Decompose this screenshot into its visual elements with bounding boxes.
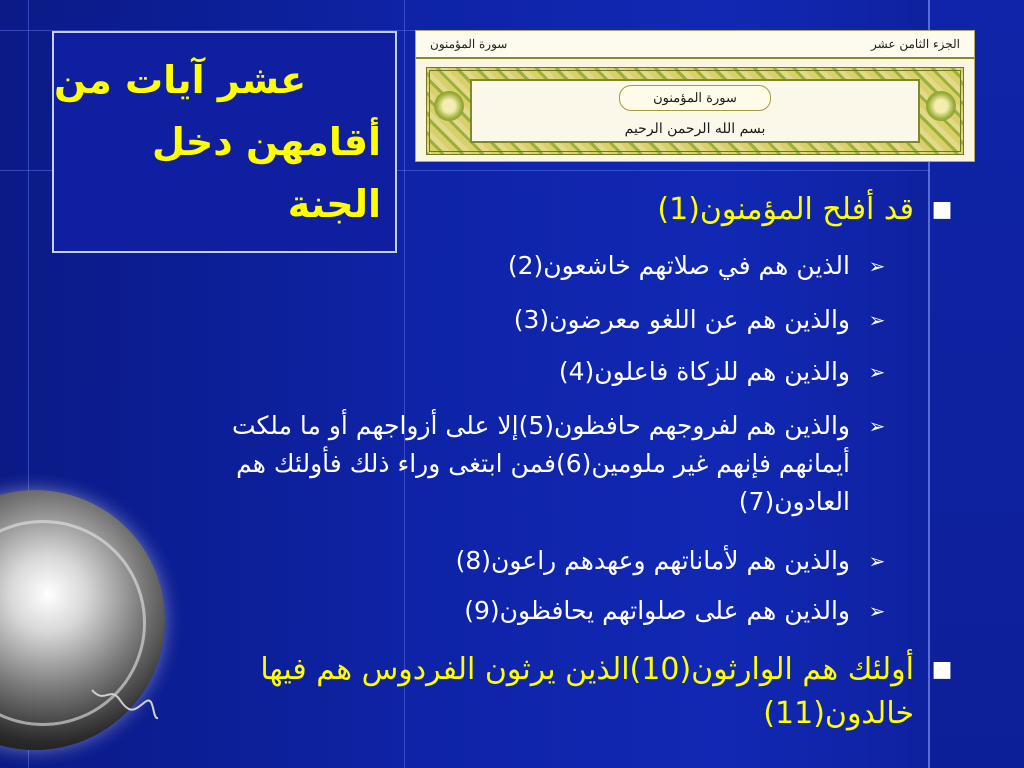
list-item (260, 650, 970, 690)
mushaf-top-strip (416, 31, 974, 59)
verse-3: والذين هم عن اللغو معرضون(3) (513, 305, 850, 334)
verse-5-line-2: أيمانهم فإنهم غير ملومين(6)فمن ابتغى وراء ذلك فأولئك هم (236, 449, 850, 478)
verse-1: قد أفلح المؤمنون(1) (657, 192, 914, 227)
verse-11: خالدون(11) (763, 696, 914, 731)
basmala: بسم الله الرحمن الرحيم (624, 121, 766, 137)
mushaf-inner-panel (470, 79, 920, 143)
sphere-tail-decoration (90, 680, 160, 730)
surah-header-label: سورة المؤمنون (430, 37, 508, 51)
ornament-icon (926, 91, 956, 121)
list-item (559, 353, 904, 391)
surah-cartouche: سورة المؤمنون (619, 85, 771, 111)
list-item (456, 542, 904, 580)
arrow-bullet-icon: ➢ (868, 549, 886, 573)
square-bullet-icon: ■ (931, 197, 953, 222)
arrow-bullet-icon: ➢ (868, 599, 886, 623)
list-item (514, 301, 904, 339)
title-line-1: عشر آيات من (54, 58, 307, 102)
title-line-2: أقامهن دخل الجنة (151, 120, 381, 226)
arrow-bullet-icon: ➢ (868, 254, 886, 278)
arrow-bullet-icon: ➢ (868, 360, 886, 384)
verse-10: أولئك هم الوارثون(10)الذين يرثون الفردوس هم فيها (260, 652, 914, 687)
title-box (52, 31, 397, 253)
arrow-bullet-icon: ➢ (868, 308, 886, 332)
juz-label: الجزء الثامن عشر (871, 37, 960, 51)
list-item-continuation (739, 483, 850, 521)
arrow-bullet-icon: ➢ (868, 414, 886, 438)
square-bullet-icon: ■ (931, 657, 953, 682)
list-item (232, 407, 904, 445)
ornament-icon (434, 91, 464, 121)
verse-2: الذين هم في صلاتهم خاشعون(2) (507, 251, 850, 280)
list-item (464, 592, 904, 630)
verse-9: والذين هم على صلواتهم يحافظون(9) (464, 596, 850, 625)
mushaf-ornamental-frame (426, 67, 964, 155)
list-item-continuation (763, 694, 914, 734)
verse-7: العادون(7) (738, 487, 850, 516)
list-item (657, 190, 970, 230)
list-item (508, 247, 904, 285)
verse-5-line-1: والذين هم لفروجهم حافظون(5)إلا على أزواجهم أو ما ملكت (231, 411, 850, 440)
mushaf-header-image (415, 30, 975, 162)
list-item-continuation (236, 445, 850, 483)
verse-8: والذين هم لأماناتهم وعهدهم راعون(8) (455, 546, 850, 575)
verse-4: والذين هم للزكاة فاعلون(4) (558, 357, 850, 386)
